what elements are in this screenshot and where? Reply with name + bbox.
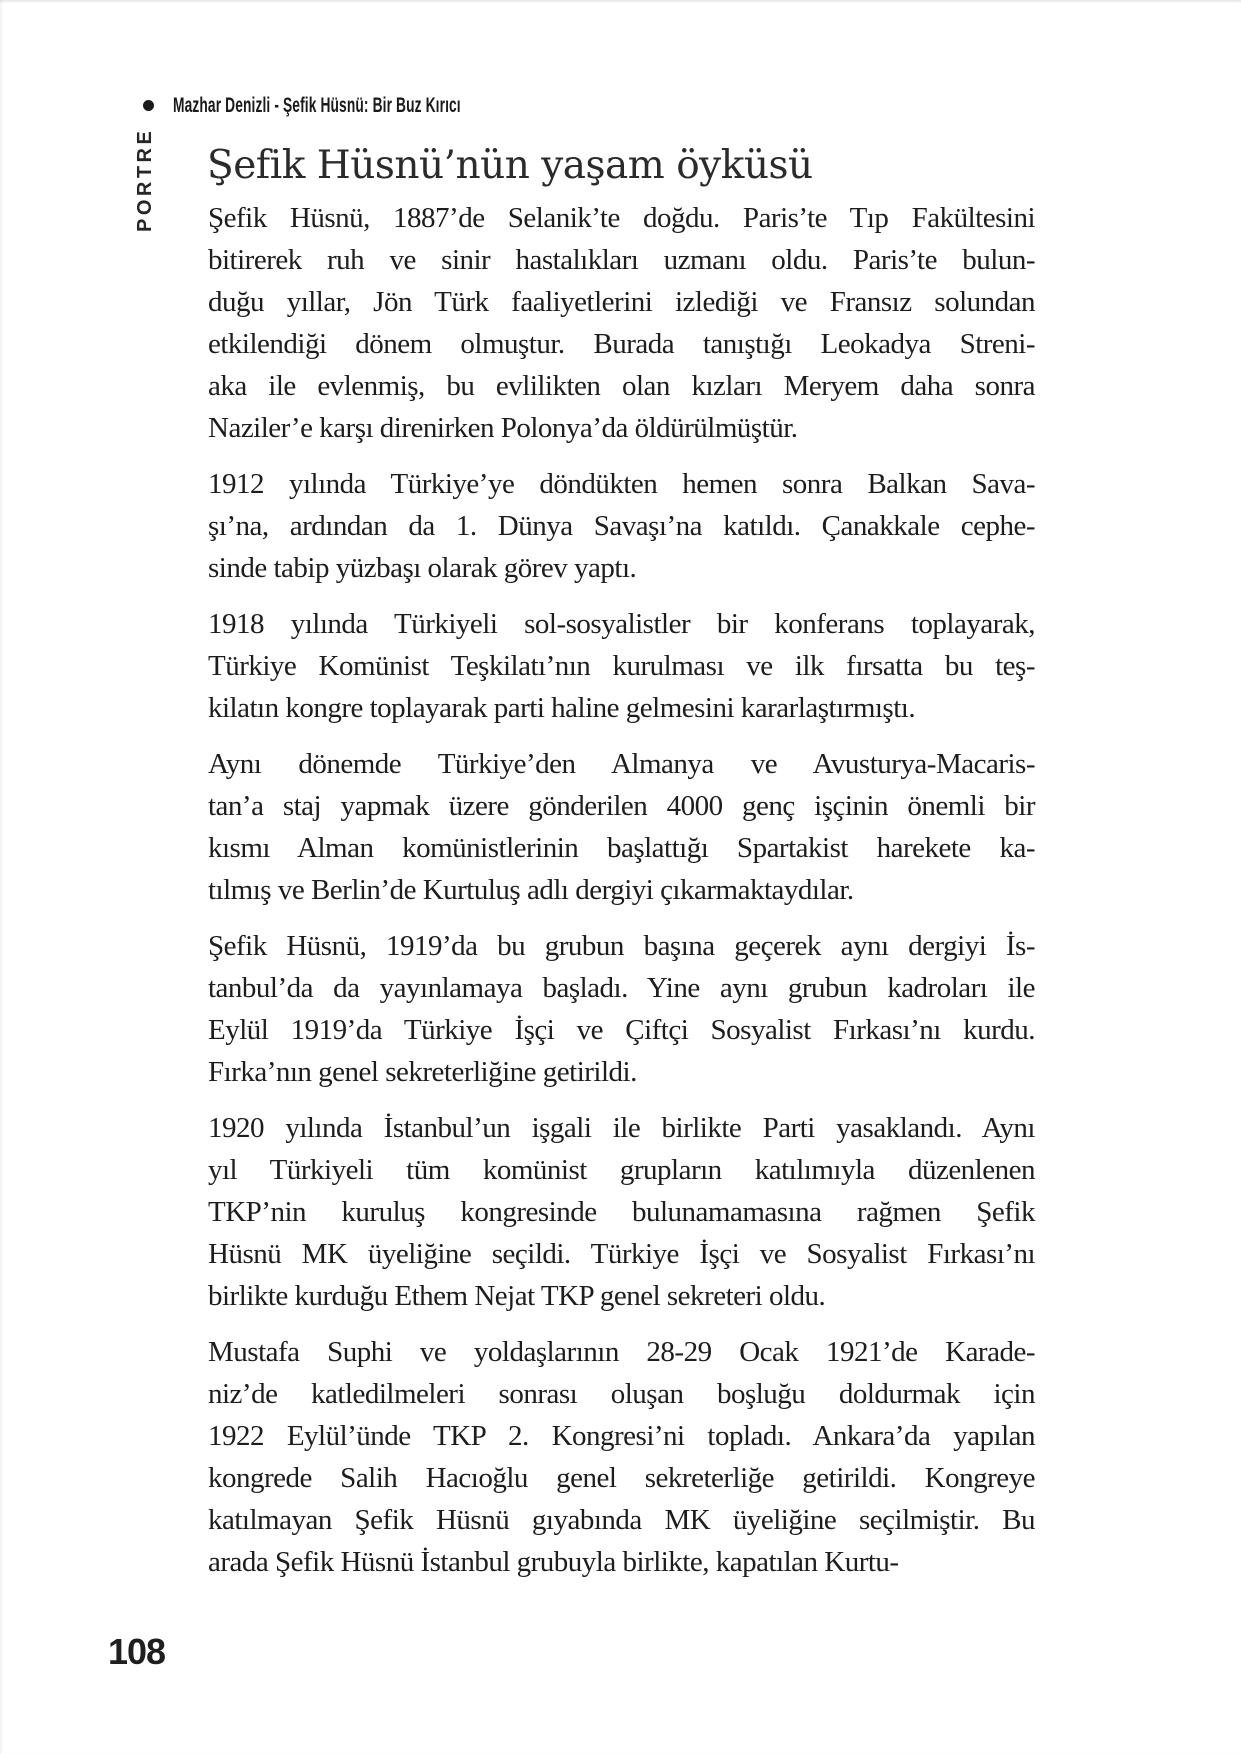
paragraph bbox=[208, 1107, 1035, 1317]
text-line: Mustafa Suphi ve yoldaşlarının 28-29 Ocak 1921’de Karade- bbox=[208, 1336, 1035, 1368]
text-line: 1920 yılında İstanbul’un işgali ile birlikte Parti yasaklandı. Aynı bbox=[208, 1112, 1035, 1144]
text-line: duğu yıllar, Jön Türk faaliyetlerini izlediği ve Fransız solundan bbox=[208, 286, 1035, 318]
text-line: aka ile evlenmiş, bu evlilikten olan kızları Meryem daha sonra bbox=[208, 370, 1035, 402]
running-header bbox=[143, 92, 623, 118]
text-line: niz’de katledilmeleri sonrası oluşan boşluğu doldurmak için bbox=[208, 1378, 1035, 1410]
margin-label-portre: PORTRE bbox=[134, 127, 156, 232]
text-line: kongrede Salih Hacıoğlu genel sekreterliğe getirildi. Kongreye bbox=[208, 1462, 1035, 1494]
article-body bbox=[208, 197, 1035, 1597]
text-line: Şefik Hüsnü, 1919’da bu grubun başına geçerek aynı dergiyi İs- bbox=[208, 930, 1035, 962]
text-line: Hüsnü MK üyeliğine seçildi. Türkiye İşçi ve Sosyalist Fırkası’nı bbox=[208, 1238, 1035, 1270]
text-line: Türkiye Komünist Teşkilatı’nın kurulması ve ilk fırsatta bu teş- bbox=[208, 650, 1035, 682]
paragraph bbox=[208, 743, 1035, 911]
text-line: bitirerek ruh ve sinir hastalıkları uzmanı oldu. Paris’te bulun- bbox=[208, 244, 1035, 276]
paragraph bbox=[208, 1331, 1035, 1583]
text-line: Fırka’nın genel sekreterliğine getirildi. bbox=[208, 1056, 637, 1088]
text-line: Şefik Hüsnü, 1887’de Selanik’te doğdu. Paris’te Tıp Fakültesini bbox=[208, 202, 1035, 234]
text-line: tılmış ve Berlin’de Kurtuluş adlı dergiyi çıkarmaktaydılar. bbox=[208, 874, 854, 906]
text-line: 1912 yılında Türkiye’ye döndükten hemen sonra Balkan Sava- bbox=[208, 468, 1035, 500]
text-line: kilatın kongre toplayarak parti haline gelmesini kararlaştırmıştı. bbox=[208, 692, 916, 724]
text-line: etkilendiği dönem olmuştur. Burada tanıştığı Leokadya Streni- bbox=[208, 328, 1035, 360]
paragraph bbox=[208, 925, 1035, 1093]
text-line: şı’na, ardından da 1. Dünya Savaşı’na katıldı. Çanakkale cephe- bbox=[208, 510, 1035, 542]
text-line: kısmı Alman komünistlerinin başlattığı Spartakist harekete ka- bbox=[208, 832, 1035, 864]
running-header-author: Mazhar Denizli - bbox=[173, 93, 283, 117]
paragraph bbox=[208, 603, 1035, 729]
article-title: Şefik Hüsnü’nün yaşam öyküsü bbox=[207, 143, 813, 188]
text-line: sinde tabip yüzbaşı olarak görev yaptı. bbox=[208, 552, 637, 584]
running-header-book-title: Şefik Hüsnü: Bir Buz Kırıcı bbox=[282, 93, 461, 117]
text-line: tanbul’da da yayınlamaya başladı. Yine aynı grubun kadroları ile bbox=[208, 972, 1035, 1004]
paragraph bbox=[208, 197, 1035, 449]
text-line: Eylül 1919’da Türkiye İşçi ve Çiftçi Sosyalist Fırkası’nı kurdu. bbox=[208, 1014, 1035, 1046]
text-line: 1918 yılında Türkiyeli sol-sosyalistler bir konferans toplayarak, bbox=[208, 608, 1035, 640]
text-line: yıl Türkiyeli tüm komünist grupların katılımıyla düzenlenen bbox=[208, 1154, 1035, 1186]
text-line: TKP’nin kuruluş kongresinde bulunamamasına rağmen Şefik bbox=[208, 1196, 1035, 1228]
text-line: 1922 Eylül’ünde TKP 2. Kongresi’ni topladı. Ankara’da yapılan bbox=[208, 1420, 1035, 1452]
paragraph bbox=[208, 463, 1035, 589]
text-line: birlikte kurduğu Ethem Nejat TKP genel sekreteri oldu. bbox=[208, 1280, 826, 1312]
page-number: 108 bbox=[108, 1631, 166, 1672]
text-line: katılmayan Şefik Hüsnü gıyabında MK üyeliğine seçilmiştir. Bu bbox=[208, 1504, 1035, 1536]
text-line: tan’a staj yapmak üzere gönderilen 4000 genç işçinin önemli bir bbox=[208, 790, 1035, 822]
bullet-icon bbox=[143, 100, 154, 111]
text-line: Aynı dönemde Türkiye’den Almanya ve Avusturya-Macaris- bbox=[208, 748, 1035, 780]
text-line: arada Şefik Hüsnü İstanbul grubuyla birlikte, kapatılan Kurtu- bbox=[208, 1546, 899, 1578]
running-header-text bbox=[173, 92, 461, 118]
text-line: Naziler’e karşı direnirken Polonya’da öldürülmüştür. bbox=[208, 412, 798, 444]
